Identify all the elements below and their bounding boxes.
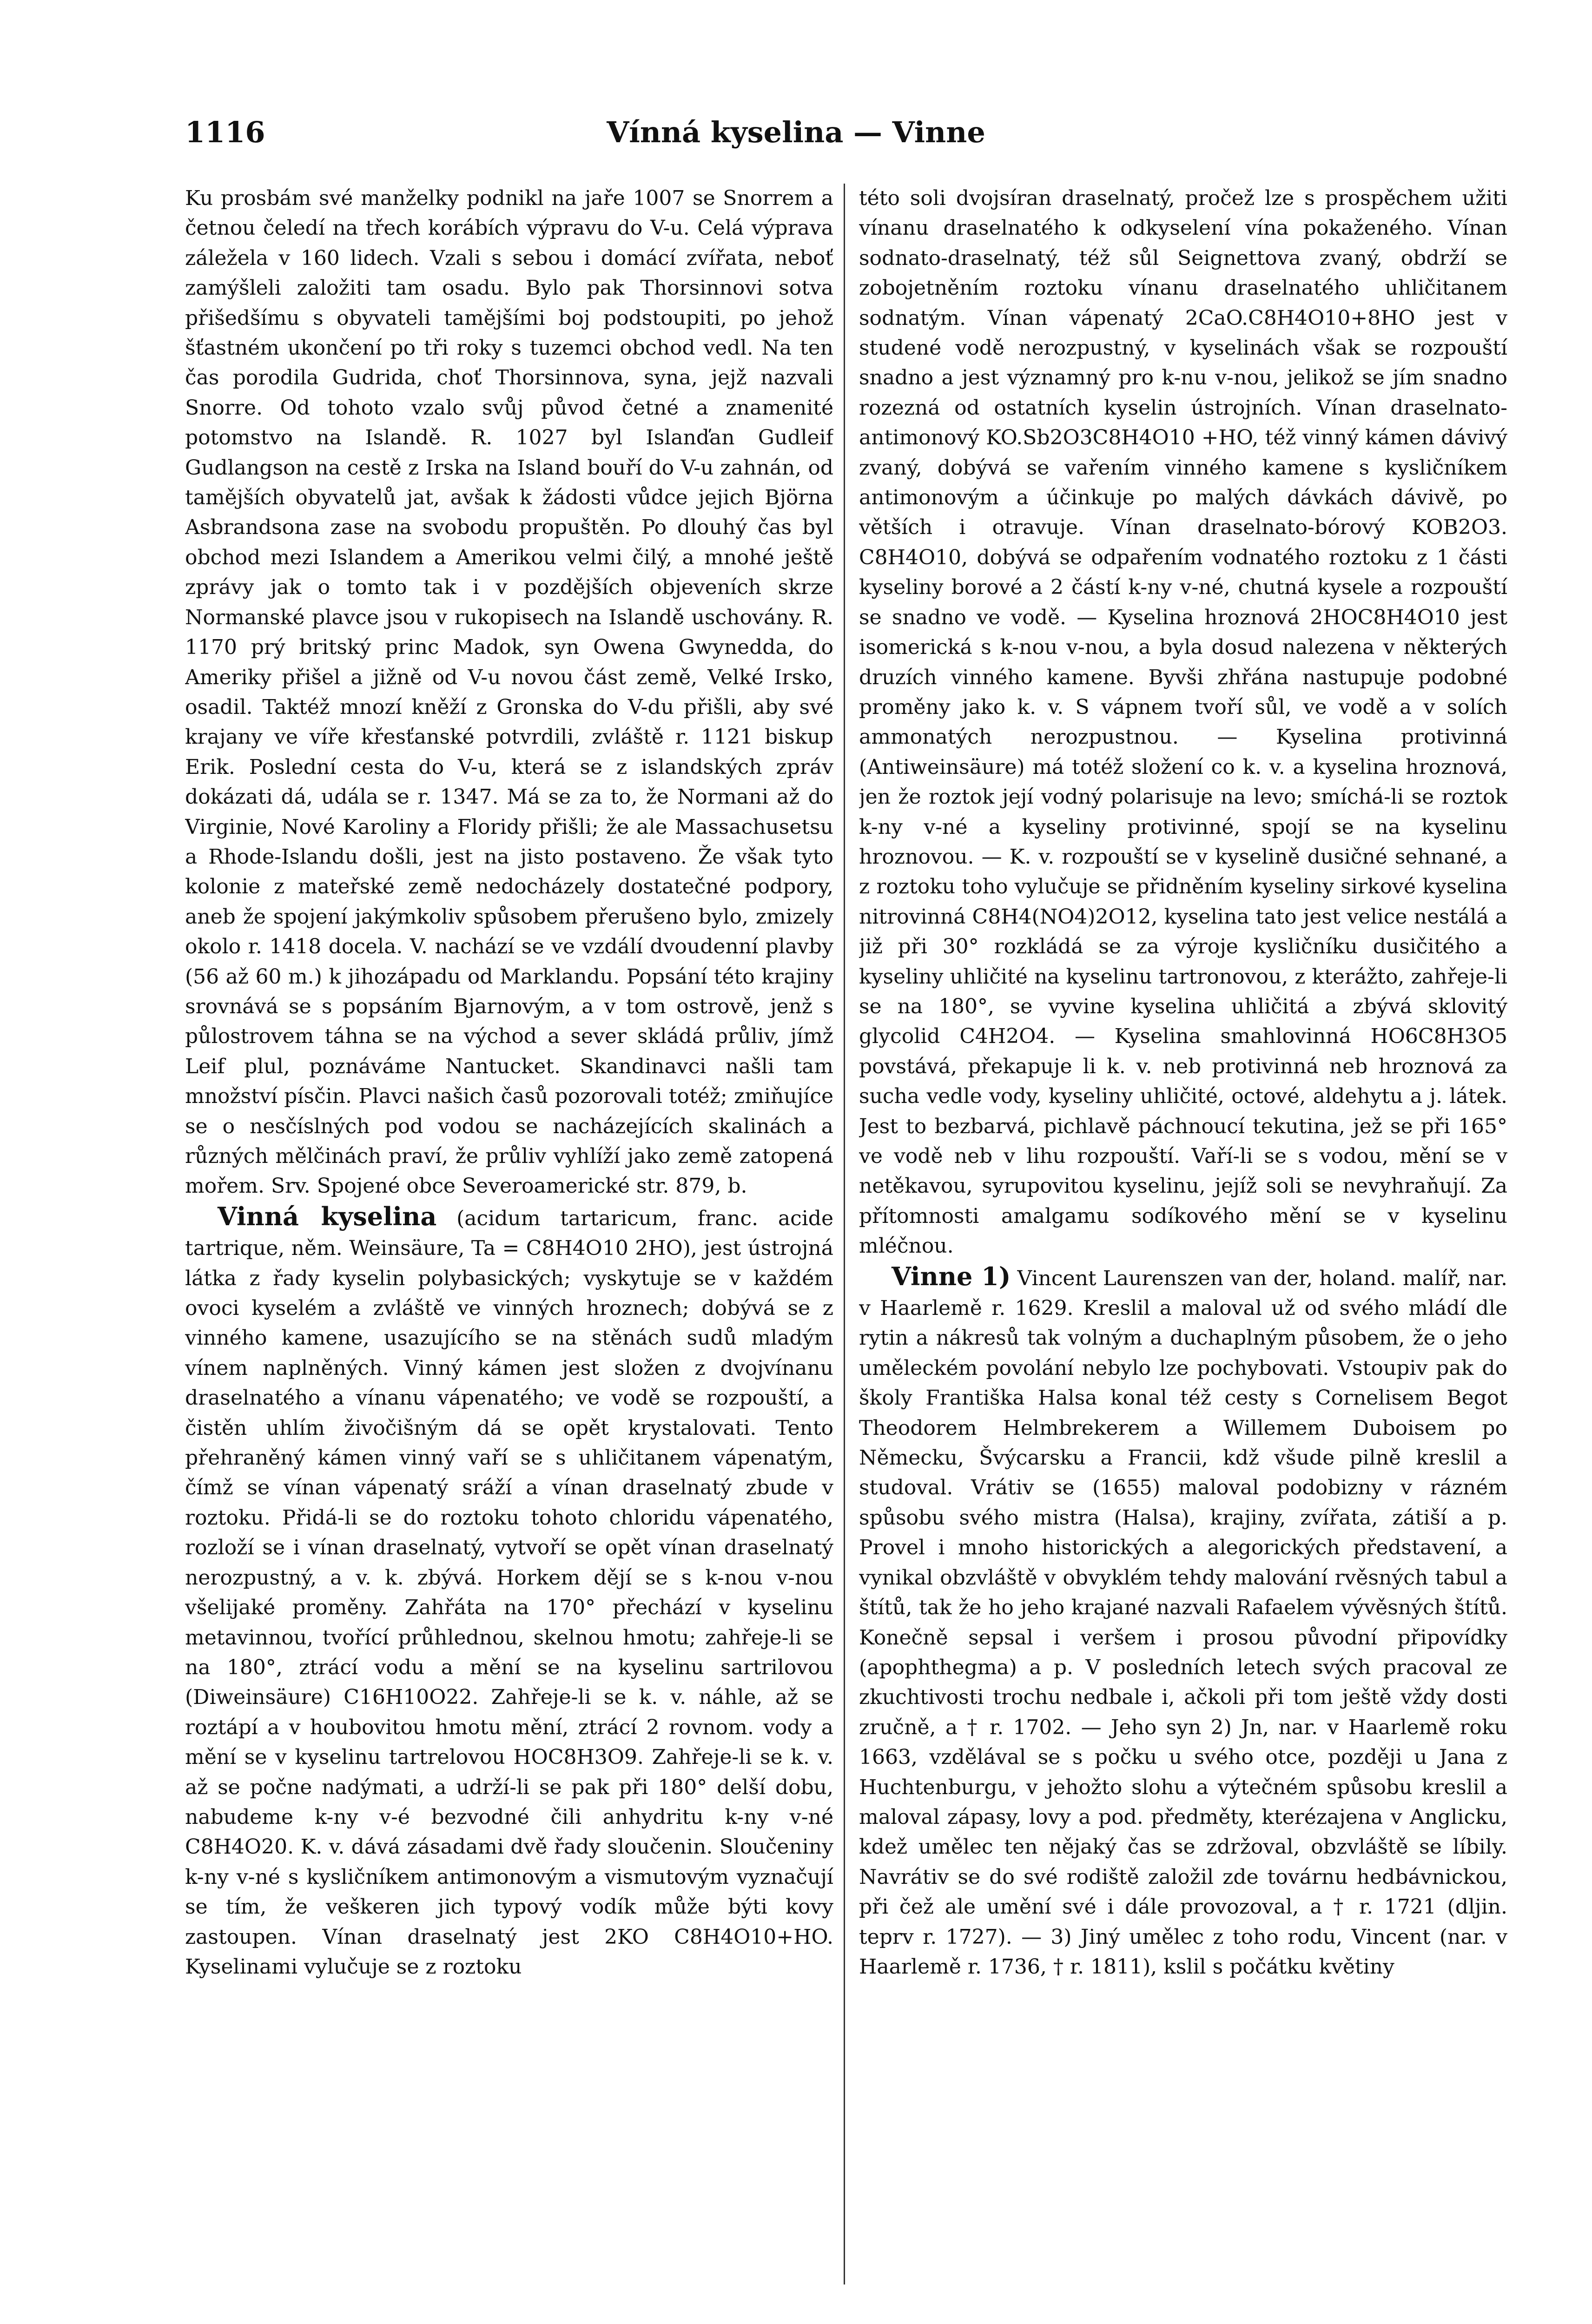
page-number: 1116 (185, 115, 265, 149)
column-divider (844, 184, 845, 2284)
entry-vinne (859, 1261, 1507, 1982)
page-header (0, 115, 1592, 157)
entry-vinna-kyselina (185, 1202, 833, 1982)
right-column (859, 184, 1507, 2284)
paragraph-vinna-kyselina: (acidum tartaricum, franc. acide tartrique, něm. Weinsäure, Ta = C8H4O10 2HO), jest ústrojná látka z řady kyselin polybasických; vyskytuje se v každém ovoci kyselém a zvláště ve vinných hroznech; dobývá se z vinného kamene, usazujícího se na stěnách sudů mladým vínem naplněných. Vinný kámen jest složen z dvojvínanu draselnatého a vínanu vápenatého; ve vodě se rozpouští, a čistěn uhlím živočišným dá se opět krystalovati. Tento přehraněný kámen vinný vaří se s uhličitanem vápenatým, čímž se vínan vápenatý sráží a vínan draselnatý zbude v roztoku. Přidá-li se do roztoku tohoto chloridu vápenatého, rozloží se i vínan draselnatý, vytvoří se opět vínan draselnatý nerozpustný, a v. k. zbývá. Horkem dějí se s k-nou v-nou všelijaké proměny. Zahřáta na 170° přechází v kyselinu metavinnou, tvořící průhlednou, skelnou hmotu; zahřeje-li se na 180°, ztrácí vodu a mění se na kyselinu sartrilovou (Diweinsäure) C16H10O22. Zahřeje-li se k. v. náhle, až se roztápí a v houbovitou hmotu mění, ztrácí 2 rovnom. vody a mění se v kyselinu tartrelovou HOC8H3O9. Zahřeje-li se k. v. až se počne nadýmati, a udrží-li se pak při 180° delší dobu, nabudeme k-ny v-é bezvodné čili anhydritu k-ny v-né C8H4O20. K. v. dává zásadami dvě řady sloučenin. Sloučeniny k-ny v-né s kysličníkem antimonovým a vismutovým vyznačují se tím, že veškeren jich typový vodík může býti kovy zastoupen. Vínan draselnatý jest 2KO C8H4O10+HO. Kyselinami vylučuje se z roztoku (185, 1206, 833, 1979)
paragraph-vinany: této soli dvojsíran draselnatý, pročež lze s prospěchem užiti vínanu draselnatého k odkyselení vína pokaženého. Vínan sodnato-draselnatý, též sůl Seignettova zvaný, obdrží se zobojetněním roztoku vínanu draselnatého uhličitanem sodnatým. Vínan vápenatý 2CaO.C8H4O10+8HO jest v studené vodě nerozpustný, v kyselinách však se rozpouští snadno a jest významný pro k-nu v-nou, jelikož se jím snadno rozezná od ostatních kyselin ústrojních. Vínan draselnato-antimonový KO.Sb2O3C8H4O10 +HO, též vinný kámen dávivý zvaný, dobývá se vařením vinného kamene s kysličníkem antimonovým a účinkuje po malých dávkách dávivě, po větších i otravuje. Vínan draselnato-bórový KOB2O3. C8H4O10, dobývá se odpařením vodnatého roztoku z 1 části kyseliny borové a 2 částí k-ny v-né, chutná kysele a rozpouští se snadno ve vodě. — Kyselina hroznová 2HOC8H4O10 jest isomerická s k-nou v-nou, a byla dosud nalezena v některých druzích vinného kamene. Byvši zhřána nastupuje podobné proměny jako k. v. S vápnem tvoří sůl, ve vodě a v solích ammonatých nerozpustnou. — Kyselina protivinná (Antiweinsäure) má totéž složení co k. v. a kyselina hroznová, jen že roztok její vodný polarisuje na levo; smíchá-li se roztok k-ny v-né a kyseliny protivinné, spojí se na kyselinu hroznovou. — K. v. rozpouští se v kyselině dusičné sehnané, a z roztoku toho vylučuje se přidněním kyseliny sirkové kyselina nitrovinná C8H4(NO4)2O12, kyselina tato jest velice nestálá a již při 30° rozkládá se za výroje kysličníku dusičitého a kyseliny uhličité na kyselinu tartronovou, z kterážto, zahřeje-li se na 180°, se vyvine kyselina uhličitá a zbývá sklovitý glycolid C4H2O4. — Kyselina smahlovinná HO6C8H3O5 povstává, překapuje li k. v. neb protivinná neb hroznová za sucha vedle vody, kyseliny uhličité, octové, aldehytu a j. látek. Jest to bezbarvá, pichlavě páchnoucí tekutina, jež se při 165° ve vodě neb v lihu rozpouští. Vaří-li se s vodou, mění se v netěkavou, syrupovitou kyselinu, jejíž soli se nevyhraňují. Za přítomnosti amalgamu sodíkového mění se v kyselinu mléčnou. (859, 186, 1507, 1258)
headword-vinna-kyselina: Vinná kyselina (218, 1201, 437, 1231)
left-column (185, 184, 833, 2284)
paragraph-vinland: Ku prosbám své manželky podnikl na jaře 1007 se Snorrem a četnou čeledí na třech korábích výpravu do V-u. Celá výprava záležela v 160 lidech. Vzali s sebou i domácí zvířata, neboť zamýšleli založiti tam osadu. Bylo pak Thorsinnovi sotva přišedšímu s obyvateli tamějšími boj podstoupiti, po jehož šťastném ukončení po tři roky s tuzemci obchod vedl. Na ten čas porodila Gudrida, choť Thorsinnova, syna, jejž nazvali Snorre. Od tohoto vzalo svůj původ četné a znamenité potomstvo na Islandě. R. 1027 byl Islanďan Gudleif Gudlangson na cestě z Irska na Island bouří do V-u zahnán, od tamějších obyvatelů jat, avšak k žádosti vůdce jejich Björna Asbrandsona zase na svobodu propuštěn. Po dlouhý čas byl obchod mezi Islandem a Amerikou velmi čilý, a mnohé ještě zprávy jak o tomto tak i v pozdějších objeveních skrze Normanské plavce jsou v rukopisech na Islandě uschovány. R. 1170 prý britský princ Madok, syn Owena Gwynedda, do Ameriky přišel a jižně od V-u novou část země, Velké Irsko, osadil. Taktéž mnozí kněží z Gronska do V-du přišli, aby své krajany ve víře křesťanské potvrdili, zvláště r. 1121 biskup Erik. Poslední cesta do V-u, která se z islandských zpráv dokázati dá, udála se r. 1347. Má se za to, že Normani až do Virginie, Nové Karoliny a Floridy přišli; že ale Massachusetsu a Rhode-Islandu došli, jest na jisto postaveno. Že však tyto kolonie z mateřské země nedocházely dostatečné podpory, aneb že spojení jakýmkoliv spůsobem přerušeno bylo, zmizely okolo r. 1418 docela. V. nachází se ve vzdálí dvoudenní plavby (56 až 60 m.) k jihozápadu od Marklandu. Popsání této krajiny srovnává se s popsáním Bjarnovým, a v tom ostrově, jenž s půlostrovem táhna se na východ a sever skládá průliv, jímž Leif plul, poznáváme Nantucket. Skandinavci našli tam množství písčin. Plavci našich časů pozorovali totéž; zmiňujíce se o nesčíslných pod vodou se nacházejících skalinách a různých mělčinách praví, že průliv vyhlíží jako země zatopená mořem. Srv. Spojené obce Severoamerické str. 879, b. (185, 186, 833, 1198)
headword-vinne: Vinne 1) (892, 1261, 1011, 1291)
running-head: Vínná kyselina — Vinne (607, 115, 985, 149)
paragraph-vinne: Vincent Laurenszen van der, holand. malíř, nar. v Haarlemě r. 1629. Kreslil a maloval už od svého mládí dle rytin a nákresů tak volným a duchaplným působem, že o jeho uměleckém povolání nebylo lze pochybovati. Vstoupiv pak do školy Františka Halsa konal též cesty s Cornelisem Begot Theodorem Helmbrekerem a Willemem Duboisem po Německu, Švýcarsku a Francii, kdž všude pilně kreslil a studoval. Vrátiv se (1655) maloval podobizny v rázném spůsobu svého mistra (Halsa), krajiny, zvířata, zátiší a p. Provel i mnoho historických a alegorických představení, a vynikal obzvláště v obvyklém tehdy malování rvěsných tabul a štítů, tak že ho jeho krajané nazvali Rafaelem vývěsných štítů. Konečně sepsal i veršem i prosou původní připovídky (apophthegma) a p. V posledních letech svých pracoval ze zkuchtivosti trochu nedbale i, ačkoli při tom ještě vždy dosti zručně, a † r. 1702. — Jeho syn 2) Jn, nar. v Haarlemě roku 1663, vzdělával se s počku u svého otce, později u Jana z Huchtenburgu, v jehožto slohu a výtečném spůsobu kreslil a maloval zápasy, lovy a pod. předměty, kterézajena v Anglicku, kdež umělec ten nějaký čas se zdržoval, obzvláště se líbily. Navrátiv se do své rodiště založil zde továrnu hedbávnickou, při čež ale umění své i dále provozoval, a † r. 1721 (dljin. teprv r. 1727). — 3) Jiný umělec z toho rodu, Vincent (nar. v Haarlemě r. 1736, † r. 1811), kslil s počátku květiny (859, 1266, 1507, 1979)
